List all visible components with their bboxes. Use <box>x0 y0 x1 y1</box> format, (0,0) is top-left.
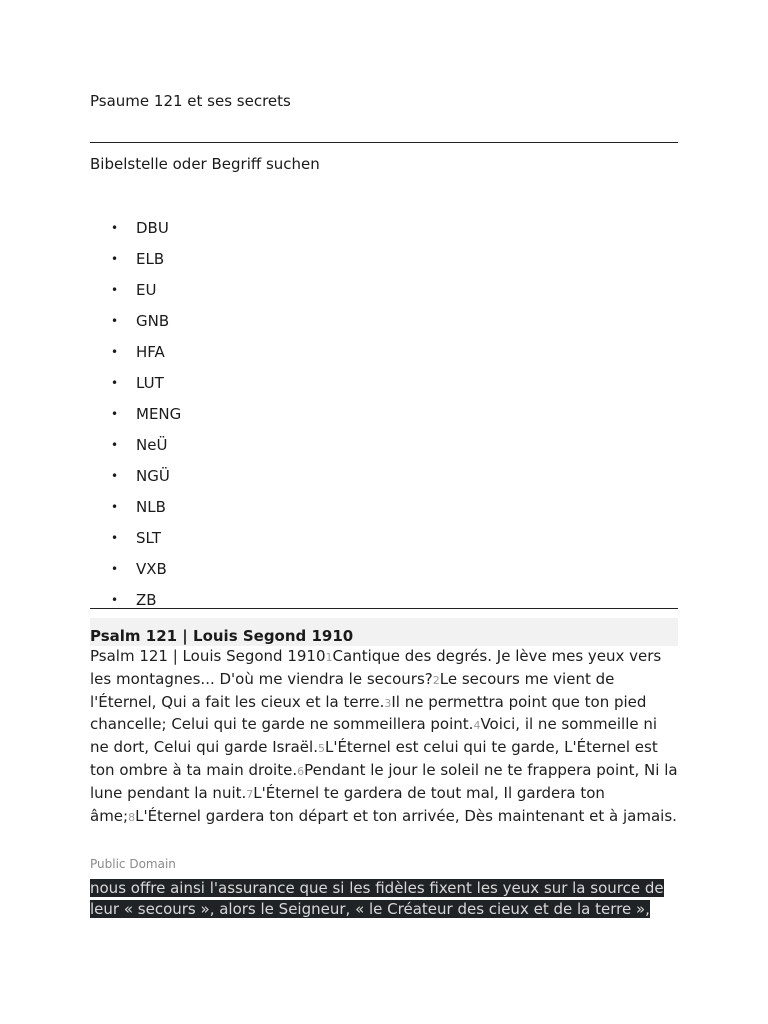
verse-number: 4 <box>473 719 481 733</box>
bullet-icon: • <box>111 252 119 266</box>
verse-text: L'Éternel te gardera de tout mal, Il gardera ton âme; <box>90 783 605 825</box>
translation-label: HFA <box>136 343 165 361</box>
bullet-icon: • <box>111 345 119 359</box>
verse-text: Le secours me vient de l'Éternel, Qui a fait les cieux et la terre. <box>90 669 615 711</box>
verse-text: Pendant le jour le soleil ne te frappera point, Ni la lune pendant la nuit. <box>90 760 678 802</box>
translation-label: DBU <box>136 219 169 237</box>
verse-number: 1 <box>325 651 333 664</box>
translation-item-lut[interactable] <box>90 369 678 400</box>
translation-list <box>90 214 678 608</box>
translation-item-slt[interactable] <box>90 524 678 555</box>
list-divider <box>90 608 678 609</box>
verse-text: Voici, il ne sommeille ni ne dort, Celui qui garde Israël. <box>90 715 658 757</box>
verse-number: 3 <box>384 696 392 710</box>
bullet-icon: • <box>111 531 119 545</box>
verse-number: 8 <box>128 810 136 824</box>
bullet-icon: • <box>111 562 119 576</box>
verse-number: 2 <box>432 673 440 687</box>
translation-label: ELB <box>136 250 165 268</box>
bullet-icon: • <box>111 593 119 607</box>
verse-number: 6 <box>297 764 305 778</box>
page-title: Psaume 121 et ses secrets <box>90 92 291 110</box>
highlighted-text: nous offre ainsi l'assurance que si les fidèles fixent les yeux sur la source de leur « secours <box>90 879 664 918</box>
bullet-icon: • <box>111 469 119 483</box>
bullet-icon: • <box>111 314 119 328</box>
translation-item-gnb[interactable] <box>90 307 678 338</box>
verse-number: 5 <box>317 742 325 756</box>
translation-label: ZB <box>136 591 157 608</box>
translation-item-nlb[interactable] <box>90 493 678 524</box>
article-excerpt <box>90 878 680 920</box>
translation-label: GNB <box>136 312 170 330</box>
psalm-text <box>90 646 678 828</box>
translation-item-elb[interactable] <box>90 245 678 276</box>
translation-label: MENG <box>136 405 182 423</box>
translation-label: LUT <box>136 374 164 392</box>
translation-label: VXB <box>136 560 167 578</box>
verse-number: 7 <box>246 787 254 801</box>
bullet-icon: • <box>111 500 119 514</box>
psalm-embed <box>90 618 678 828</box>
translation-label: NLB <box>136 498 166 516</box>
translation-item-eu[interactable] <box>90 276 678 307</box>
verse-text: Il ne permettra point que ton pied chancelle; Celui qui te garde ne sommeillera point. <box>90 692 647 734</box>
psalm-heading: Psalm 121 | Louis Segond 1910 <box>90 618 678 646</box>
translation-label: EU <box>136 281 157 299</box>
translation-item-hfa[interactable] <box>90 338 678 369</box>
translation-item-neue[interactable] <box>90 431 678 462</box>
translation-label: NeÜ <box>136 436 168 454</box>
translation-item-vxb[interactable] <box>90 555 678 586</box>
translation-label: NGÜ <box>136 467 170 485</box>
bullet-icon: • <box>111 407 119 421</box>
header-divider <box>90 142 678 143</box>
bullet-icon: • <box>111 438 119 452</box>
license-note: Public Domain <box>90 857 176 871</box>
verse-text: Cantique des degrés. Je lève mes yeux vers les montagnes... D'où me viendra le secours? <box>90 647 662 688</box>
psalm-intro: Psalm 121 | Louis Segond 1910 <box>90 647 326 665</box>
highlighted-text: », alors le Seigneur, « le Créateur des cieux et de la terre », <box>200 900 650 918</box>
translation-item-dbu[interactable] <box>90 214 678 245</box>
translation-item-zb[interactable] <box>90 586 678 608</box>
translation-item-ngue[interactable] <box>90 462 678 493</box>
translation-item-meng[interactable] <box>90 400 678 431</box>
bullet-icon: • <box>111 221 119 235</box>
translation-label: SLT <box>136 529 161 547</box>
verse-text: L'Éternel est celui qui te garde, L'Éternel est ton ombre à ta main droite. <box>90 738 658 779</box>
bullet-icon: • <box>111 376 119 390</box>
verse-text: L'Éternel gardera ton départ et ton arrivée, Dès maintenant et à jamais. <box>135 806 677 825</box>
bullet-icon: • <box>111 283 119 297</box>
search-label[interactable]: Bibelstelle oder Begriff suchen <box>90 155 320 173</box>
